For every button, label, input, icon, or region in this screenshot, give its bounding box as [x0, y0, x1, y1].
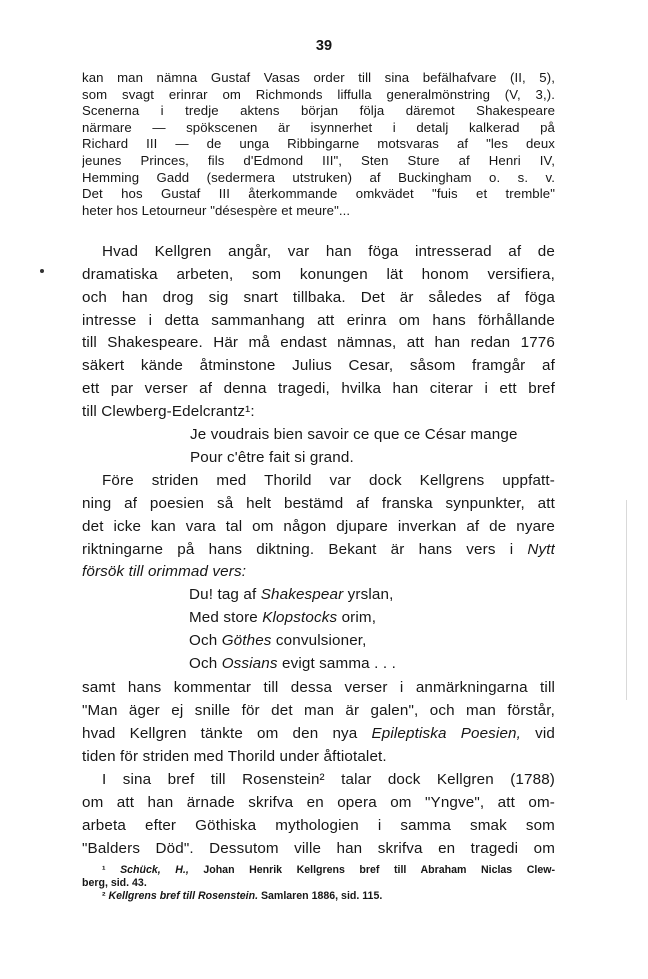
paragraph-1 — [82, 70, 555, 219]
verse-line — [189, 653, 569, 676]
name-italic: Göthes — [221, 631, 272, 649]
footnote-2 — [82, 890, 555, 903]
verse-line — [189, 607, 569, 630]
footnote-marker: ² — [102, 889, 109, 902]
footnote-marker: ¹ — [102, 864, 121, 876]
name-italic: Shakespear — [260, 586, 344, 603]
text-line: "Balders Död". Dessutom ville han skrifva en tragedi om — [82, 839, 555, 857]
paragraph-3 — [82, 470, 555, 584]
text-line: det icke kan vara tal om någon djupare inverkan af de nyare — [82, 517, 555, 535]
name-italic: Klopstocks — [262, 608, 338, 626]
name-italic: Ossians — [221, 654, 278, 672]
text-line: heter hos Letourneur "désespère et meure"... — [82, 202, 351, 218]
text-line — [82, 723, 555, 746]
author-italic: Schück, H., — [120, 864, 189, 876]
text-line: tiden för striden med Thorild under åftiotalet. — [82, 747, 387, 765]
text-line: samt hans kommentar till dessa verser i anmärkningarna till — [82, 679, 555, 696]
text-run: Samlaren 1886, sid. 115. — [258, 889, 383, 902]
text-line: om att han ärnade skrifva en opera om "Yngve", att om- — [82, 793, 555, 811]
footnotes — [82, 864, 555, 902]
paragraph-4 — [82, 677, 555, 768]
text-run: orim, — [337, 608, 377, 626]
text-line: Före striden med Thorild var dock Kellgrens uppfatt- — [102, 472, 555, 489]
title-italic: försök till orimmad vers: — [82, 563, 247, 581]
text-run: Och — [189, 631, 222, 649]
text-run: Du! tag af — [189, 586, 261, 603]
text-line: säkert kände åtminstone Julius Cesar, såsom framgår af — [82, 357, 555, 375]
text-run: Och — [189, 654, 222, 672]
text-line: jeunes Princes, fils d'Edmond III", Sten Sture af Henri IV, — [82, 152, 555, 168]
text-line: dramatiska arbeten, som konungen lät honom versifiera, — [82, 265, 555, 283]
text-line: kan man nämna Gustaf Vasas order till sina befälhafvare (II, 5), — [82, 70, 555, 85]
quote-line: Je voudrais bien savoir ce que ce César mange — [190, 426, 518, 443]
paragraph-2 — [82, 241, 555, 424]
text-run: hvad Kellgren tänkte om den nya — [82, 724, 372, 742]
title-italic: Kellgrens bref till Rosenstein. — [108, 889, 259, 902]
text-run: riktningarne på hans diktning. Bekant är hans vers i — [82, 540, 514, 558]
text-line: till Shakespeare. Här må endast nämnas, att han redan 1776 — [82, 334, 555, 352]
title-italic: Epileptiska Poesien, — [371, 724, 522, 742]
text-line: ett par verser af denna tragedi, hvilka han citerar i ett bref — [82, 380, 555, 398]
text-line: till Clewberg-Edelcrantz¹: — [82, 402, 255, 420]
text-line: Det hos Gustaf III återkommande omkvädet "fuis et tremble" — [82, 186, 555, 202]
footnote-1 — [82, 864, 555, 877]
text-run: vid — [521, 724, 555, 742]
text-run: yrslan, — [343, 586, 394, 603]
page-number: 39 — [315, 38, 333, 54]
text-line: som svagt erinrar om Richmonds liffulla generalmönstring (V, 3,). — [82, 86, 555, 102]
quote-line: Pour c'être fait si grand. — [190, 448, 354, 466]
text-line: Hemming Gadd (sedermera utstruken) af Buckingham o. s. v. — [82, 169, 555, 185]
text-run: evigt samma . . . — [277, 654, 396, 672]
text-line: intresse i detta sammanhang att erinra om hans förhållande — [82, 311, 555, 329]
footnote-1-cont: berg, sid. 43. — [82, 876, 147, 889]
text-line: ning af poesien så helt bestämd af franska synpunkter, att — [82, 494, 555, 512]
verse-line — [189, 584, 569, 607]
text-line: och han drog sig snart tillbaka. Det är således af föga — [82, 288, 555, 306]
text-run: convulsioner, — [271, 631, 367, 649]
swedish-verse — [189, 584, 569, 675]
text-line: Hvad Kellgren angår, var han föga intresserad af de — [102, 243, 555, 260]
title-italic: Nytt — [527, 540, 555, 558]
margin-mark — [40, 269, 44, 273]
text-line: "Man äger ej snille för det man är galen", och man förstår, — [82, 701, 555, 719]
paragraph-5 — [82, 769, 555, 860]
text-line: Richard III — de unga Ribbingarne motsvaras af "les deux — [82, 136, 555, 152]
text-line — [82, 539, 555, 562]
scan-edge-line — [626, 500, 627, 700]
text-line: arbeta efter Göthiska mythologien i samma smak som — [82, 816, 555, 834]
text-line: Scenerna i tredje aktens början följa däremot Shakespeare — [82, 103, 555, 119]
text-run: Med store — [189, 608, 263, 626]
text-line: närmare — spökscenen är isynnerhet i detalj kalkerad på — [82, 119, 555, 135]
text-run: Johan Henrik Kellgrens bref till Abraham Niclas Clew- — [188, 864, 555, 876]
verse-line — [189, 630, 569, 653]
text-line: I sina bref till Rosenstein² talar dock Kellgren (1788) — [102, 771, 555, 788]
french-quote — [190, 424, 570, 470]
